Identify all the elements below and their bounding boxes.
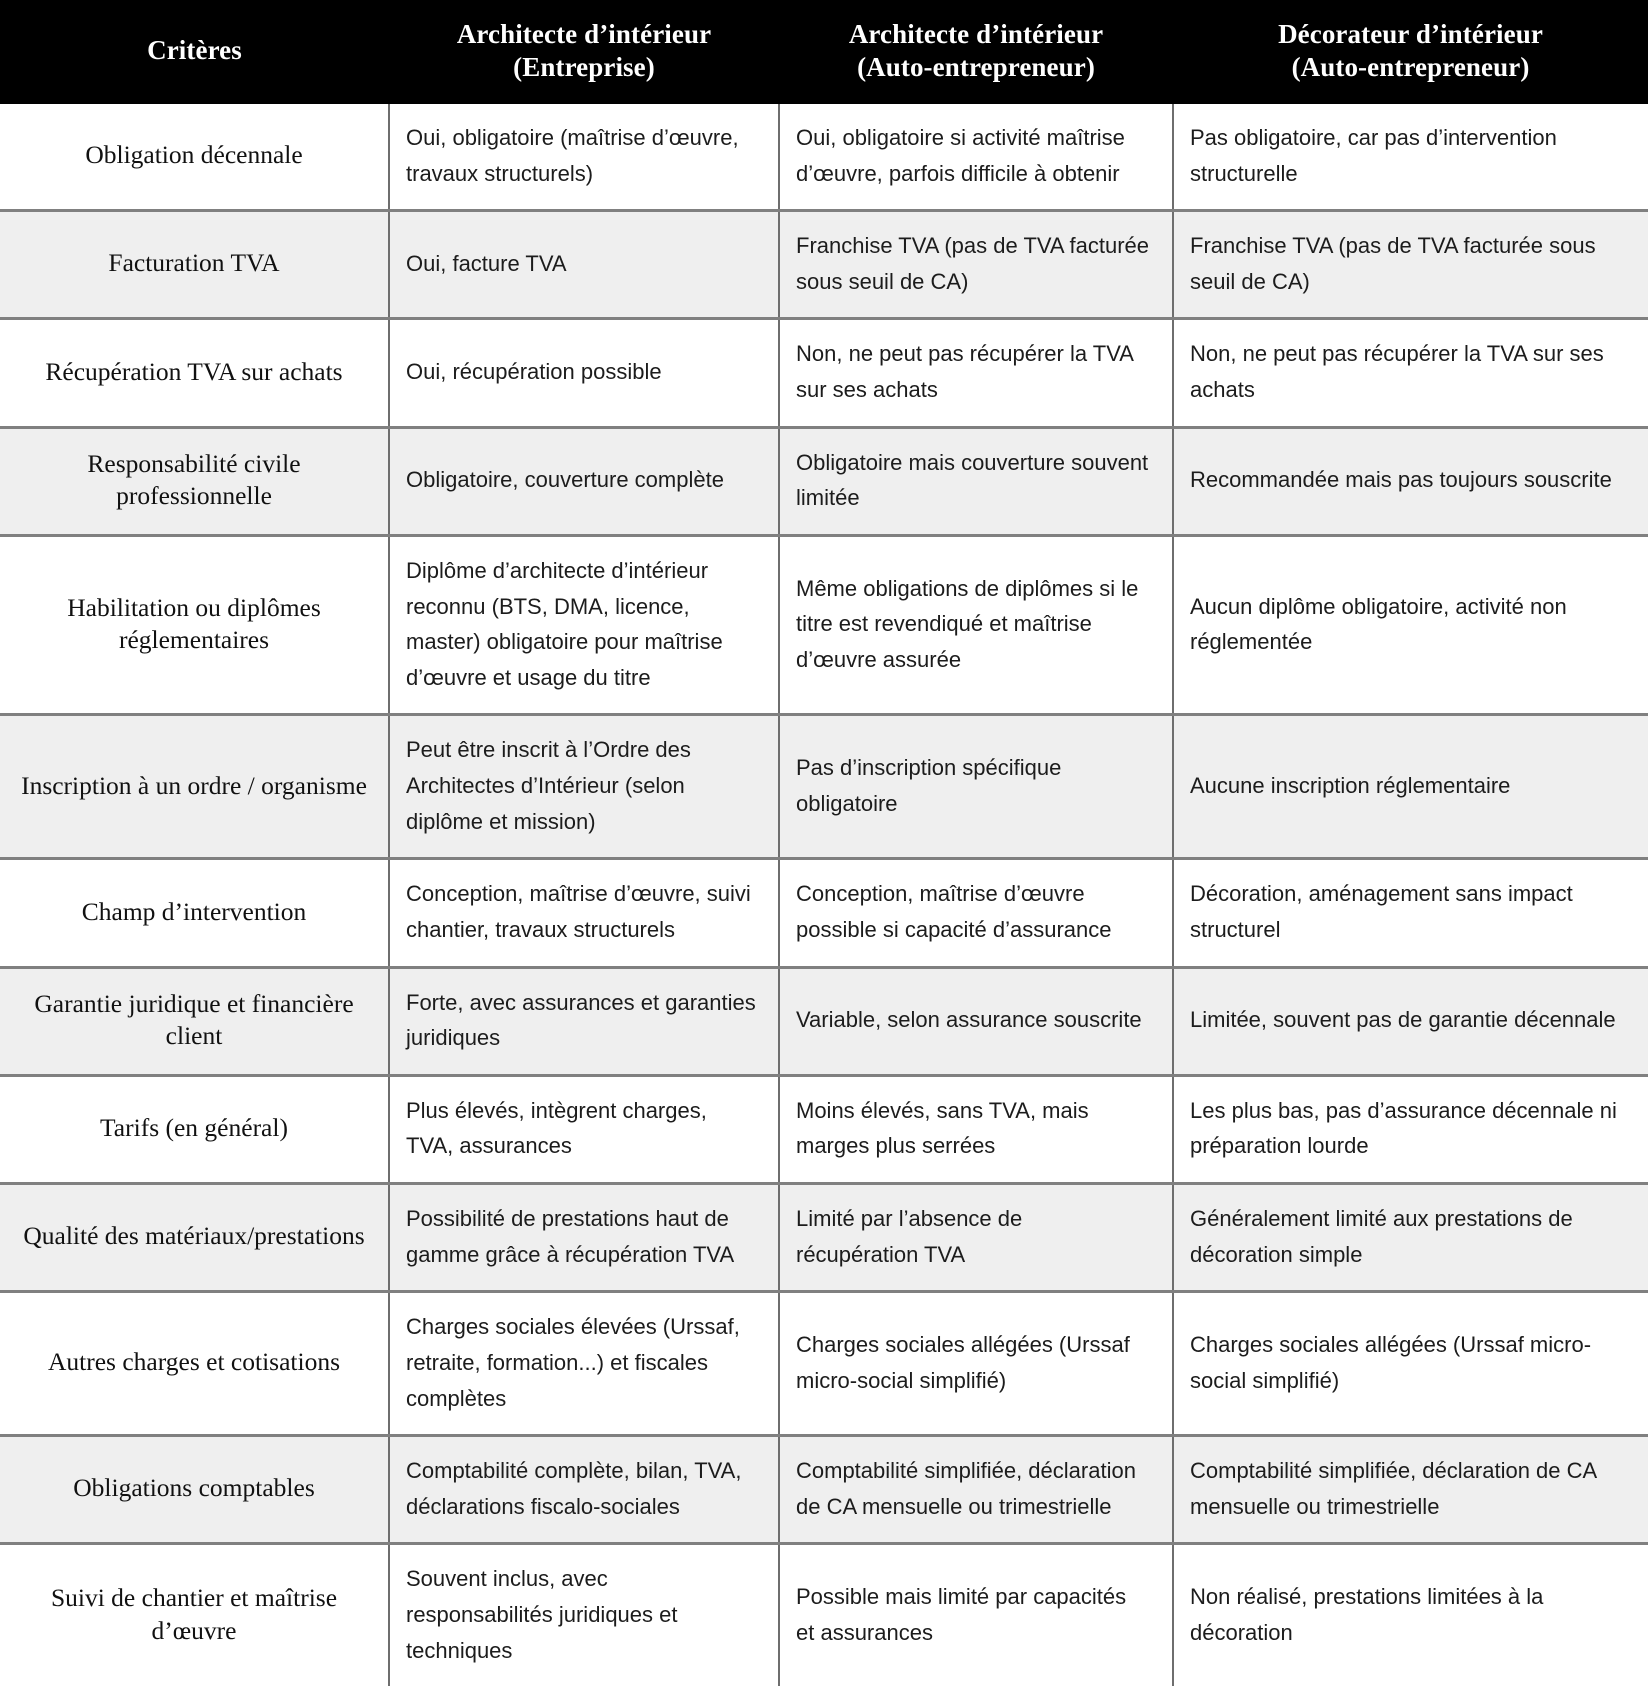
cell-decorateur-auto-entrepreneur: Décoration, aménagement sans impact structurel [1173,859,1648,967]
cell-criteria: Autres charges et cotisations [0,1292,389,1436]
cell-decorateur-auto-entrepreneur: Pas obligatoire, car pas d’intervention structurelle [1173,104,1648,211]
cell-decorateur-auto-entrepreneur: Généralement limité aux prestations de décoration simple [1173,1184,1648,1292]
table-row [0,427,1648,535]
cell-decorateur-auto-entrepreneur: Comptabilité simplifiée, déclaration de CA mensuelle ou trimestrielle [1173,1436,1648,1544]
table-row [0,1184,1648,1292]
column-header-decorateur-auto-entrepreneur [1173,0,1648,104]
table-row [0,859,1648,967]
cell-criteria: Qualité des matériaux/prestations [0,1184,389,1292]
table-body [0,104,1648,1686]
table-row [0,1075,1648,1183]
cell-architecte-entreprise: Oui, obligatoire (maîtrise d’œuvre, travaux structurels) [389,104,779,211]
column-header-decorateur-auto-entrepreneur-line-2: (Auto-entrepreneur) [1291,51,1530,82]
cell-architecte-entreprise: Forte, avec assurances et garanties juridiques [389,967,779,1075]
header-row [0,0,1648,104]
cell-criteria: Obligation décennale [0,104,389,211]
cell-architecte-auto-entrepreneur: Même obligations de diplômes si le titre est revendiqué et maîtrise d’œuvre assurée [779,535,1173,715]
cell-decorateur-auto-entrepreneur: Charges sociales allégées (Urssaf micro-social simplifié) [1173,1292,1648,1436]
cell-criteria: Inscription à un ordre / organisme [0,715,389,859]
cell-architecte-auto-entrepreneur: Obligatoire mais couverture souvent limitée [779,427,1173,535]
cell-decorateur-auto-entrepreneur: Non réalisé, prestations limitées à la décoration [1173,1544,1648,1686]
cell-architecte-auto-entrepreneur: Charges sociales allégées (Urssaf micro-social simplifié) [779,1292,1173,1436]
cell-decorateur-auto-entrepreneur: Aucune inscription réglementaire [1173,715,1648,859]
column-header-architecte-entreprise-line-1: Architecte d’intérieur [456,19,712,49]
column-header-architecte-auto-entrepreneur [779,0,1173,104]
cell-criteria: Champ d’intervention [0,859,389,967]
column-header-criteria [0,0,389,104]
cell-architecte-entreprise: Diplôme d’architecte d’intérieur reconnu (BTS, DMA, licence, master) obligatoire pour maîtrise d’œuvre et usage du titre [389,535,779,715]
table-row [0,1292,1648,1436]
cell-architecte-auto-entrepreneur: Variable, selon assurance souscrite [779,967,1173,1075]
cell-architecte-entreprise: Charges sociales élevées (Urssaf, retraite, formation...) et fiscales complètes [389,1292,779,1436]
cell-criteria: Responsabilité civile professionnelle [0,427,389,535]
cell-architecte-entreprise: Comptabilité complète, bilan, TVA, déclarations fiscalo-sociales [389,1436,779,1544]
cell-architecte-entreprise: Conception, maîtrise d’œuvre, suivi chantier, travaux structurels [389,859,779,967]
table-row [0,1544,1648,1686]
column-header-decorateur-auto-entrepreneur-line-1: Décorateur d’intérieur [1278,19,1543,49]
cell-architecte-entreprise: Oui, récupération possible [389,319,779,427]
column-header-architecte-entreprise-line-2: (Entreprise) [513,51,655,82]
cell-architecte-auto-entrepreneur: Pas d’inscription spécifique obligatoire [779,715,1173,859]
cell-architecte-auto-entrepreneur: Franchise TVA (pas de TVA facturée sous seuil de CA) [779,211,1173,319]
cell-criteria: Tarifs (en général) [0,1075,389,1183]
cell-criteria: Garantie juridique et financière client [0,967,389,1075]
column-header-architecte-auto-entrepreneur-line-2: (Auto-entrepreneur) [857,51,1095,82]
cell-criteria: Obligations comptables [0,1436,389,1544]
cell-decorateur-auto-entrepreneur: Franchise TVA (pas de TVA facturée sous seuil de CA) [1173,211,1648,319]
cell-decorateur-auto-entrepreneur: Les plus bas, pas d’assurance décennale ni préparation lourde [1173,1075,1648,1183]
cell-architecte-auto-entrepreneur: Moins élevés, sans TVA, mais marges plus serrées [779,1075,1173,1183]
table-header [0,0,1648,104]
cell-architecte-auto-entrepreneur: Non, ne peut pas récupérer la TVA sur ses achats [779,319,1173,427]
cell-criteria: Habilitation ou diplômes réglementaires [0,535,389,715]
table-row [0,535,1648,715]
column-header-architecte-auto-entrepreneur-line-1: Architecte d’intérieur [848,19,1104,49]
cell-criteria: Suivi de chantier et maîtrise d’œuvre [0,1544,389,1686]
table-row [0,319,1648,427]
cell-architecte-entreprise: Plus élevés, intègrent charges, TVA, assurances [389,1075,779,1183]
cell-architecte-auto-entrepreneur: Oui, obligatoire si activité maîtrise d’œuvre, parfois difficile à obtenir [779,104,1173,211]
cell-decorateur-auto-entrepreneur: Limitée, souvent pas de garantie décennale [1173,967,1648,1075]
table-row [0,967,1648,1075]
cell-criteria: Récupération TVA sur achats [0,319,389,427]
cell-decorateur-auto-entrepreneur: Recommandée mais pas toujours souscrite [1173,427,1648,535]
cell-architecte-auto-entrepreneur: Comptabilité simplifiée, déclaration de CA mensuelle ou trimestrielle [779,1436,1173,1544]
cell-architecte-auto-entrepreneur: Conception, maîtrise d’œuvre possible si capacité d’assurance [779,859,1173,967]
cell-architecte-entreprise: Oui, facture TVA [389,211,779,319]
cell-architecte-auto-entrepreneur: Possible mais limité par capacités et assurances [779,1544,1173,1686]
table-row [0,104,1648,211]
cell-architecte-auto-entrepreneur: Limité par l’absence de récupération TVA [779,1184,1173,1292]
cell-architecte-entreprise: Possibilité de prestations haut de gamme grâce à récupération TVA [389,1184,779,1292]
column-header-criteria-line-1: Critères [147,35,242,66]
cell-decorateur-auto-entrepreneur: Non, ne peut pas récupérer la TVA sur ses achats [1173,319,1648,427]
cell-architecte-entreprise: Peut être inscrit à l’Ordre des Architectes d’Intérieur (selon diplôme et mission) [389,715,779,859]
cell-architecte-entreprise: Souvent inclus, avec responsabilités juridiques et techniques [389,1544,779,1686]
table-row [0,1436,1648,1544]
cell-decorateur-auto-entrepreneur: Aucun diplôme obligatoire, activité non réglementée [1173,535,1648,715]
table-row [0,211,1648,319]
table-row [0,715,1648,859]
column-header-architecte-entreprise [389,0,779,104]
cell-architecte-entreprise: Obligatoire, couverture complète [389,427,779,535]
cell-criteria: Facturation TVA [0,211,389,319]
